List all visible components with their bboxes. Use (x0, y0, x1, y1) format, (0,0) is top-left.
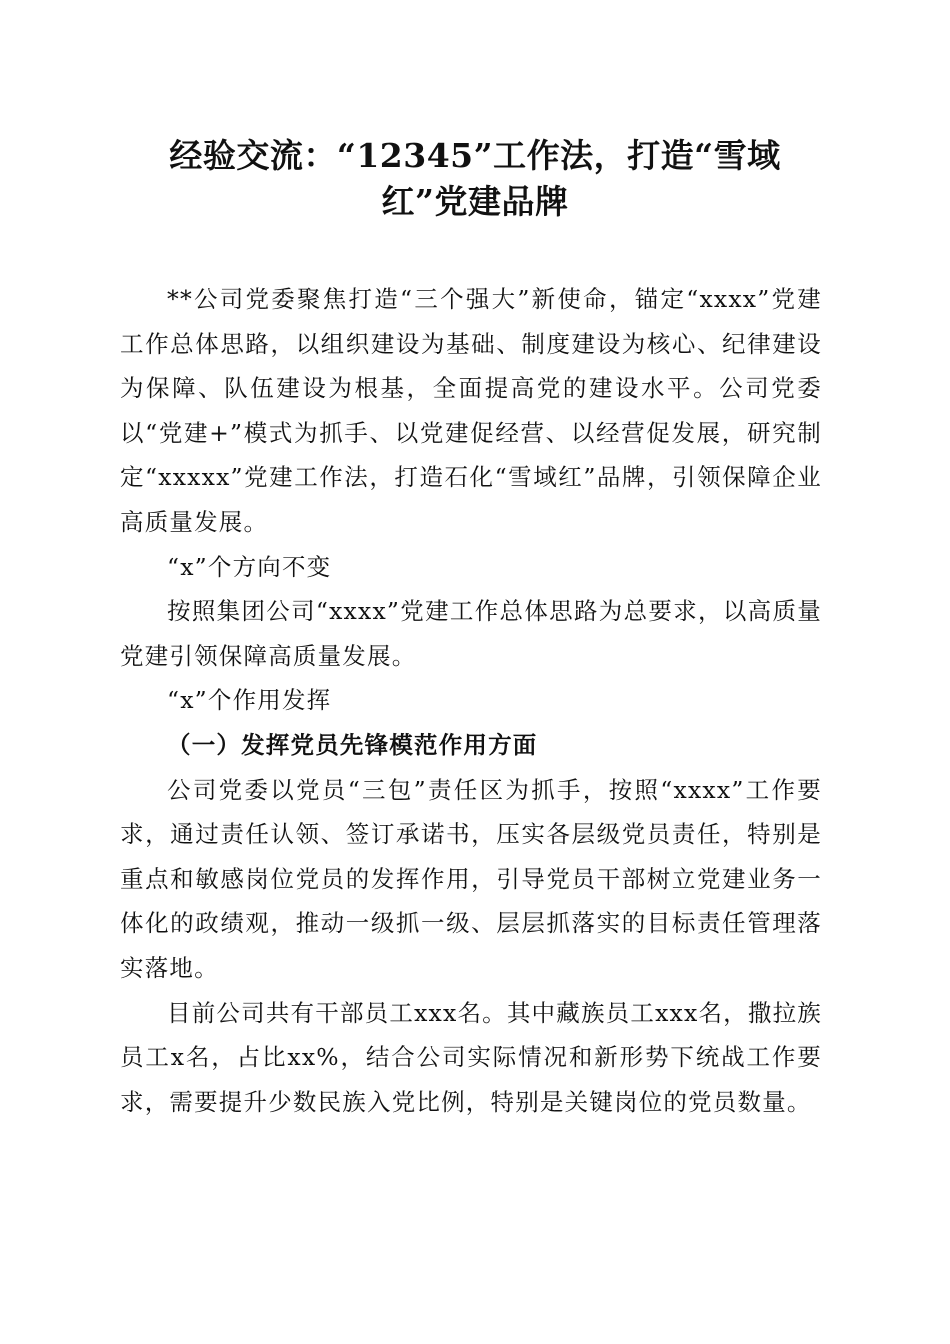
paragraph-responsibility: 公司党委以党员“三包”责任区为抓手，按照“xxxx”工作要求，通过责任认领、签订承诺书，压实各层级党员责任，特别是重点和敏感岗位党员的发挥作用，引导党员干部树立党建业务一体化的政绩观，推动一级抓一级、层层抓落实的目标责任管理落实落地。 (120, 775, 822, 982)
title-line-2: 红”党建品牌 (381, 182, 569, 221)
paragraph-intro: **公司党委聚焦打造“三个强大”新使命，锚定“xxxx”党建工作总体思路，以组织建设为基础、制度建设为核心、纪律建设为保障、队伍建设为根基，全面提高党的建设水平。公司党委以“党建+”模式为抓手、以党建促经营、以经营促发展，研究制定“xxxxx”党建工作法，打造石化“雪域红”品牌，引领保障企业高质量发展。 (120, 285, 822, 536)
document-body (120, 277, 822, 1124)
paragraph-direction: 按照集团公司“xxxx”党建工作总体思路为总要求，以高质量党建引领保障高质量发展。 (120, 597, 822, 670)
section-heading-roles: “x”个作用发挥 (167, 686, 332, 715)
title-line-1: 经验交流：“12345”工作法，打造“雪域 (169, 136, 781, 175)
section-heading-direction: “x”个方向不变 (167, 552, 332, 581)
subsection-heading-vanguard: （一）发挥党员先锋模范作用方面 (167, 730, 538, 759)
paragraph-staff-stats: 目前公司共有干部员工xxx名。其中藏族员工xxx名，撒拉族员工x名，占比xx%，结合公司实际情况和新形势下统战工作要求，需要提升少数民族入党比例，特别是关键岗位的党员数量。 (120, 998, 822, 1116)
document-title (100, 133, 850, 225)
